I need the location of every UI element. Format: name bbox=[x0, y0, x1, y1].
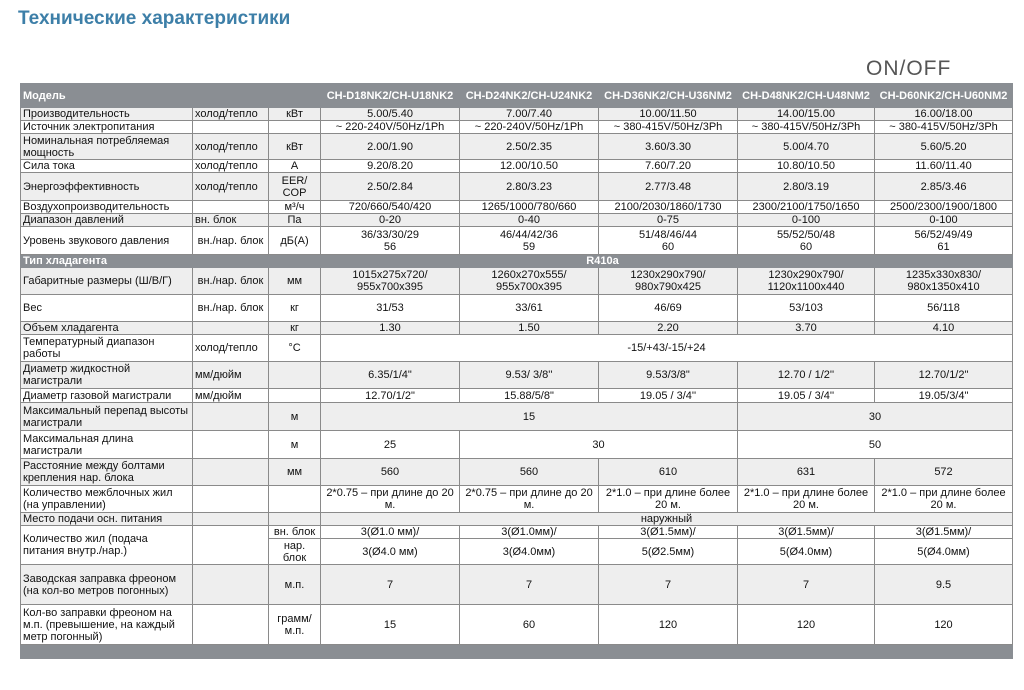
table-row: Вес вн./нар. блок кг 31/53 33/61 46/69 53/103 56/118 bbox=[21, 295, 1013, 322]
model-4: CH-D48NK2/CH-U48NM2 bbox=[738, 84, 875, 108]
table-row: Диаметр жидкостной магистрали мм/дюйм 6.35/1/4" 9.53/ 3/8'' 9.53/3/8" 12.70 / 1/2'' 12.70/1/2" bbox=[21, 362, 1013, 389]
table-row: Номинальная потребляемая мощность холод/тепло кВт 2.00/1.90 2.50/2.35 3.60/3.30 5.00/4.70 5.60/5.20 bbox=[21, 134, 1013, 160]
table-row: Производительность холод/тепло кВт 5.00/5.40 7.00/7.40 10.00/11.50 14.00/15.00 16.00/18.00 bbox=[21, 108, 1013, 121]
refrigerant-row: Тип хладагента R410a bbox=[21, 255, 1013, 268]
table-row: Максимальная длина магистрали м 25 30 50 bbox=[21, 431, 1013, 459]
model-3: CH-D36NK2/CH-U36NM2 bbox=[599, 84, 738, 108]
table-row: нар. блок 3(Ø4.0 мм) 3(Ø4.0мм) 5(Ø2.5мм) 5(Ø4.0мм) 5(Ø4.0мм) bbox=[21, 539, 1013, 565]
table-row: Количество жил (подача питания внутр./нар.) вн. блок 3(Ø1.0 мм)/ 3(Ø1.0мм)/ 3(Ø1.5мм)/ 3(Ø1.5мм)/ 3(Ø1.5мм)/ bbox=[21, 526, 1013, 539]
table-row: Место подачи осн. питания наружный bbox=[21, 513, 1013, 526]
model-header-row bbox=[21, 84, 1013, 108]
table-row: Воздухопроизводительность м³/ч 720/660/540/420 1265/1000/780/660 2100/2030/1860/1730 2300/2100/1750/1650 2500/2300/1900/1800 bbox=[21, 201, 1013, 214]
table-row: Сила тока холод/тепло А 9.20/8.20 12.00/10.50 7.60/7.20 10.80/10.50 11.60/11.40 bbox=[21, 160, 1013, 173]
table-row: Энергоэффективность холод/тепло EER/ COP 2.50/2.84 2.80/3.23 2.77/3.48 2.80/3.19 2.85/3.46 bbox=[21, 173, 1013, 201]
table-row: Кол-во заправки фреоном на м.п. (превышение, на каждый метр погонный) грамм/ м.п. 15 60 120 120 120 bbox=[21, 605, 1013, 645]
table-row: Источник электропитания ~ 220-240V/50Hz/1Ph ~ 220-240V/50Hz/1Ph ~ 380-415V/50Hz/3Ph ~ 380-415V/50Hz/3Ph ~ 380-415V/50Hz/3Ph bbox=[21, 121, 1013, 134]
table-row: Диапазон давлений вн. блок Па 0-20 0-40 0-75 0-100 0-100 bbox=[21, 214, 1013, 227]
model-1: CH-D18NK2/CH-U18NK2 bbox=[321, 84, 460, 108]
table-row: Объем хладагента кг 1.30 1.50 2.20 3.70 4.10 bbox=[21, 322, 1013, 335]
table-footer bbox=[21, 645, 1013, 659]
table-row: Температурный диапазон работы холод/тепло °С -15/+43/-15/+24 bbox=[21, 335, 1013, 362]
table-row: Габаритные размеры (Ш/В/Г) вн./нар. блок мм 1015x275x720/ 955x700x395 1260x270x555/ 955x700x395 1230x290x790/ 980x790x425 1230x290x790/ 1120x1100x440 1235x330x830/ 980x1350x410 bbox=[21, 268, 1013, 295]
table-row: Максимальный перепад высоты магистрали м 15 30 bbox=[21, 403, 1013, 431]
table-row: Заводская заправка фреоном (на кол-во метров погонных) м.п. 7 7 7 7 9.5 bbox=[21, 565, 1013, 605]
table-row: Диаметр газовой магистрали мм/дюйм 12.70/1/2" 15.88/5/8" 19.05 / 3/4'' 19.05 / 3/4'' 19.05/3/4" bbox=[21, 389, 1013, 403]
brand-logo: ON/OFF bbox=[866, 57, 952, 80]
table-row: Расстояние между болтами крепления нар. блока мм 560 560 610 631 572 bbox=[21, 459, 1013, 486]
model-5: CH-D60NK2/CH-U60NM2 bbox=[875, 84, 1013, 108]
model-2: CH-D24NK2/CH-U24NK2 bbox=[460, 84, 599, 108]
model-label: Модель bbox=[21, 84, 193, 108]
spec-table bbox=[20, 83, 1013, 659]
table-row: Уровень звукового давления вн./нар. блок дБ(А) 36/33/30/29 56 46/44/42/36 59 51/48/46/44 60 55/52/50/48 60 56/52/49/49 61 bbox=[21, 227, 1013, 255]
table-row: Количество межблочных жил (на управлении) 2*0.75 – при длине до 20 м. 2*0.75 – при длине до 20 м. 2*1.0 – при длине более 20 м. 2*1.0 – при длине более 20 м. 2*1.0 – при длине более 20 м. bbox=[21, 486, 1013, 513]
page-title: Технические характеристики bbox=[18, 8, 291, 29]
